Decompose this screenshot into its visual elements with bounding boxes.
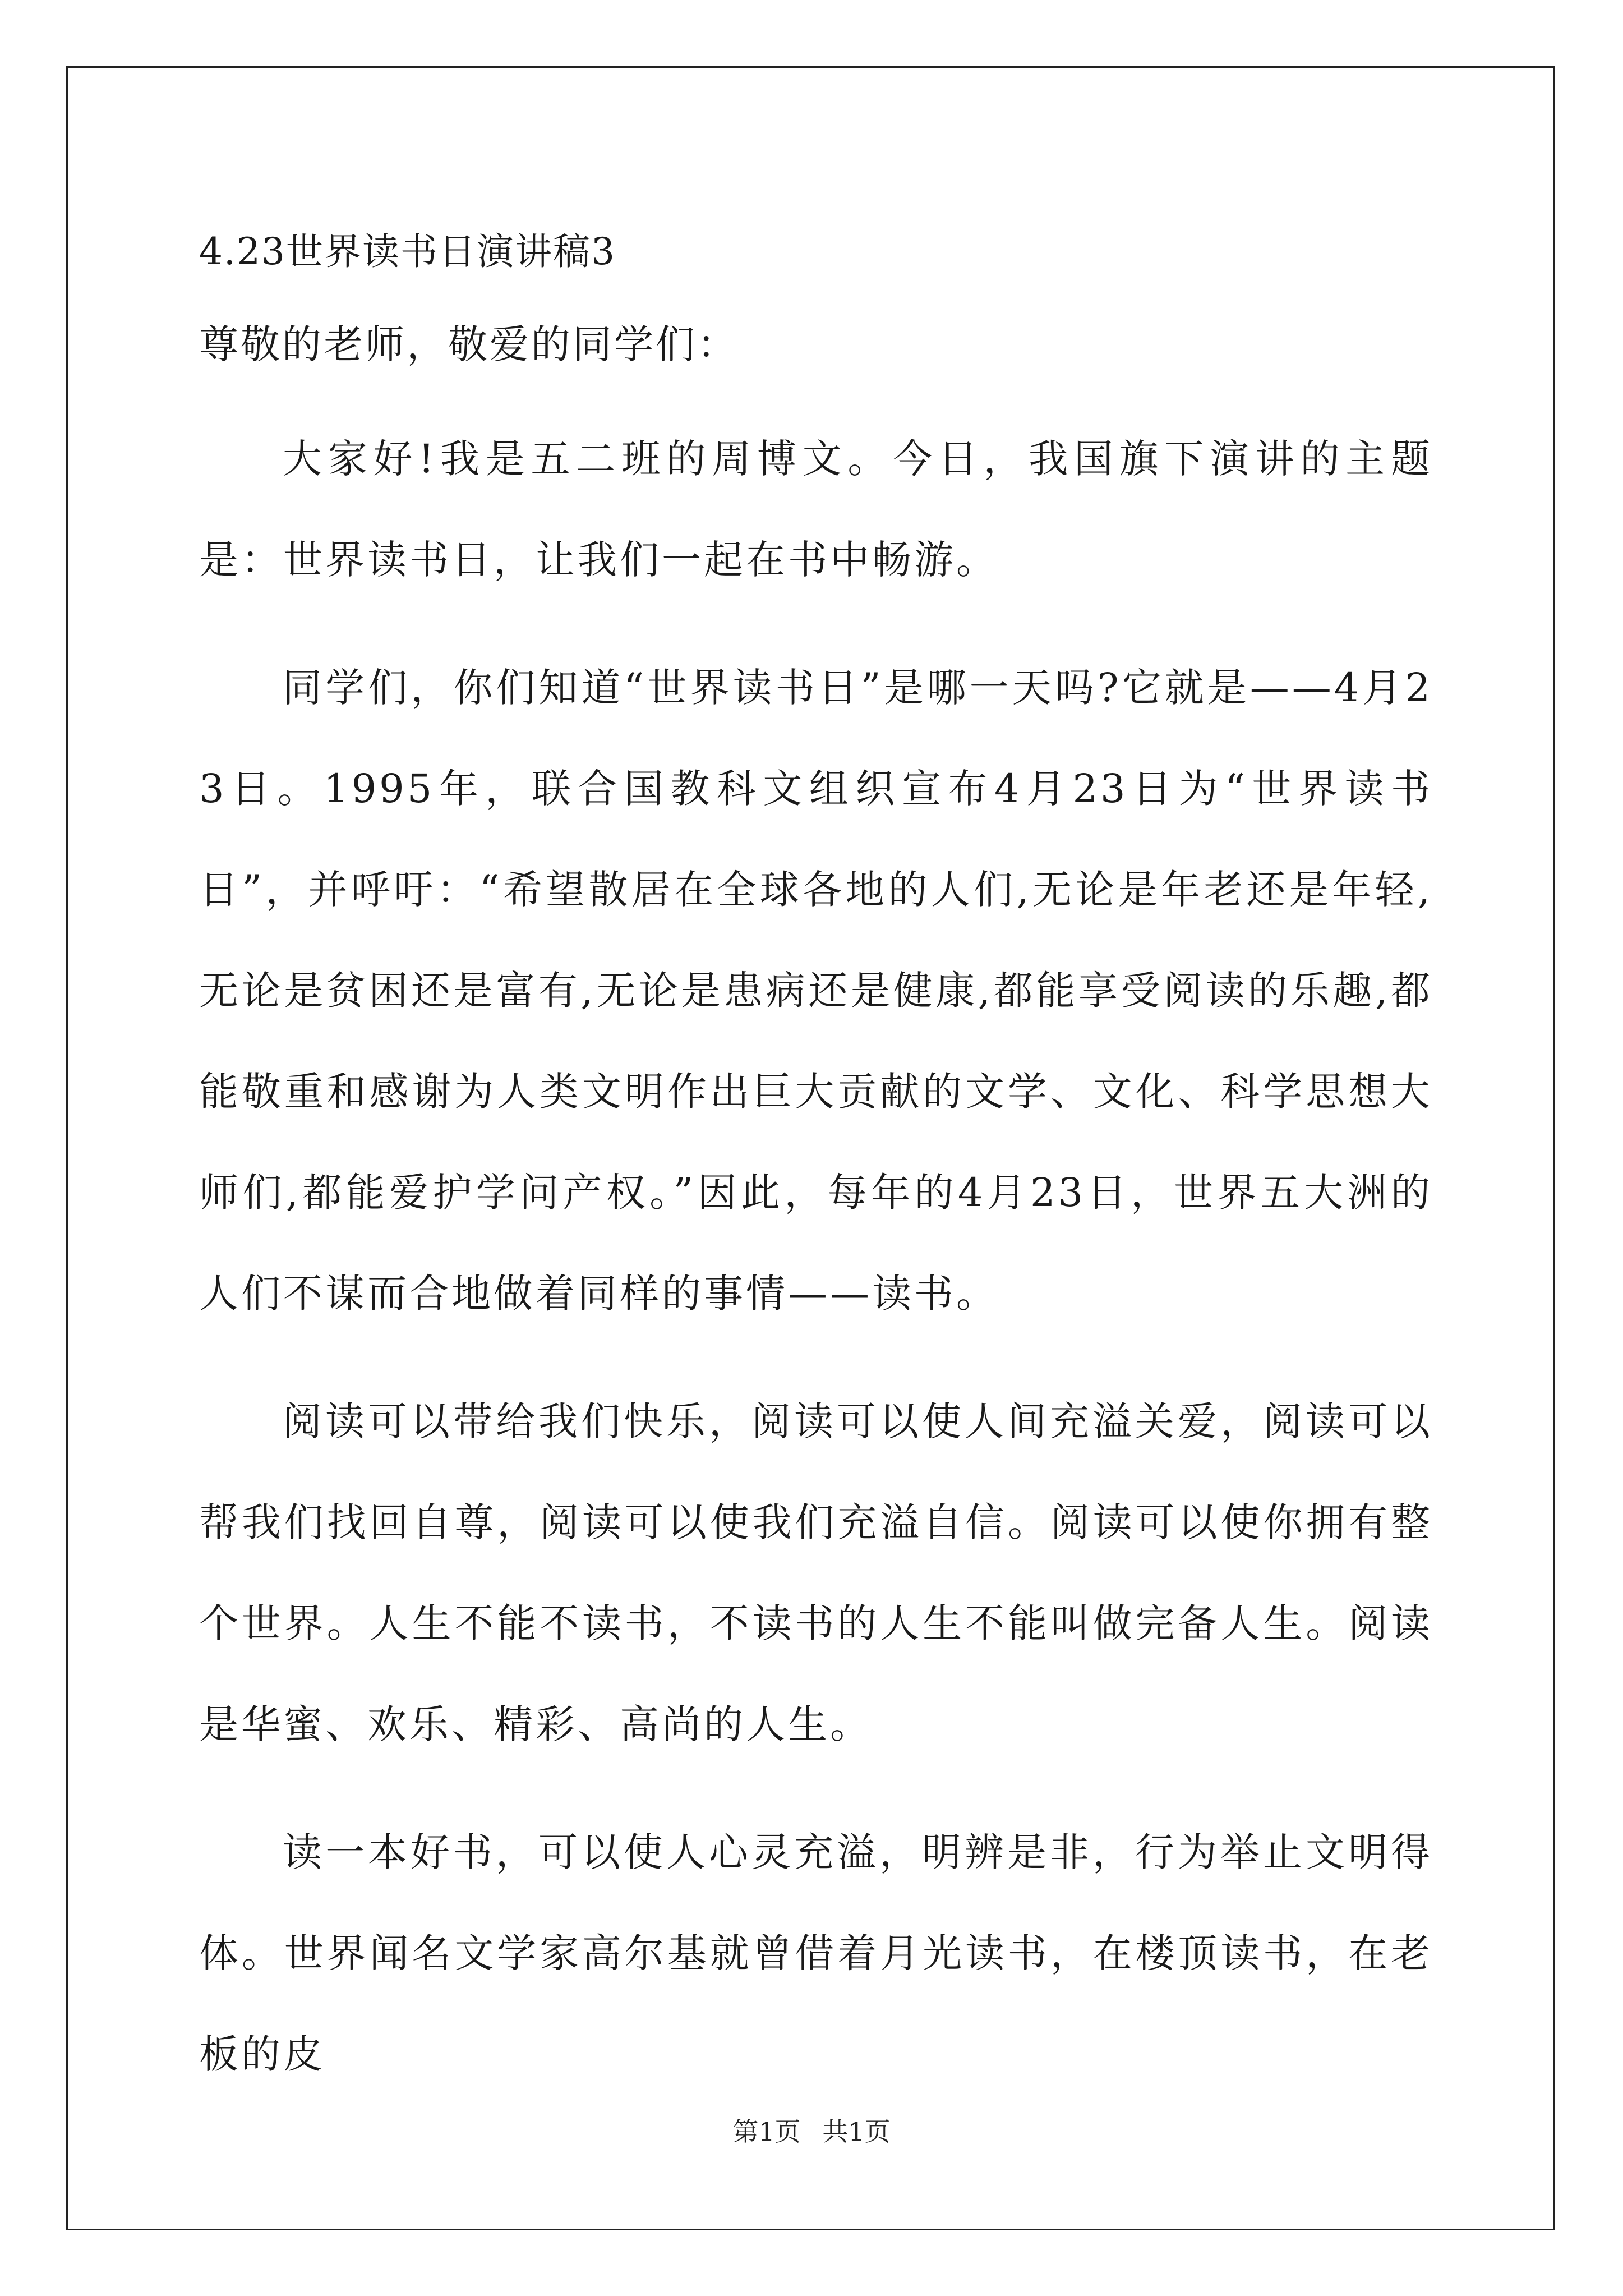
page-footer <box>0 2115 1623 2148</box>
paragraph-3: 阅读可以带给我们快乐，阅读可以使人间充溢关爱，阅读可以帮我们找回自尊，阅读可以使我们充溢自信。阅读可以使你拥有整个世界。人生不能不读书，不读书的人生不能叫做完备人生。阅读是华蜜、欢乐、精彩、高尚的人生。 <box>199 1398 1433 1747</box>
page-number: 第1页 <box>732 2116 801 2147</box>
paragraph-1: 大家好!我是五二班的周博文。今日，我国旗下演讲的主题是：世界读书日，让我们一起在书中畅游。 <box>199 436 1433 583</box>
page-count: 共1页 <box>822 2116 891 2147</box>
paragraph-2: 同学们，你们知道“世界读书日”是哪一天吗?它就是——4月23日。1995年，联合国教科文组织宣布4月23日为“世界读书日”，并呼吁：“希望散居在全球各地的人们,无论是年老还是年轻,无论是贫困还是富有,无论是患病还是健康,都能享受阅读的乐趣,都能敬重和感谢为人类文明作出巨大贡献的文学、文化、科学思想大师们,都能爱护学问产权。”因此，每年的4月23日，世界五大洲的人们不谋而合地做着同样的事情——读书。 <box>199 665 1433 1317</box>
paragraph-4: 读一本好书，可以使人心灵充溢，明辨是非，行为举止文明得体。世界闻名文学家高尔基就曾借着月光读书，在楼顶读书，在老板的皮 <box>199 1829 1433 2077</box>
document-title: 4.23世界读书日演讲稿3 <box>199 230 616 273</box>
salutation: 尊敬的老师，敬爱的同学们： <box>199 321 739 367</box>
document-body <box>199 222 1433 2132</box>
